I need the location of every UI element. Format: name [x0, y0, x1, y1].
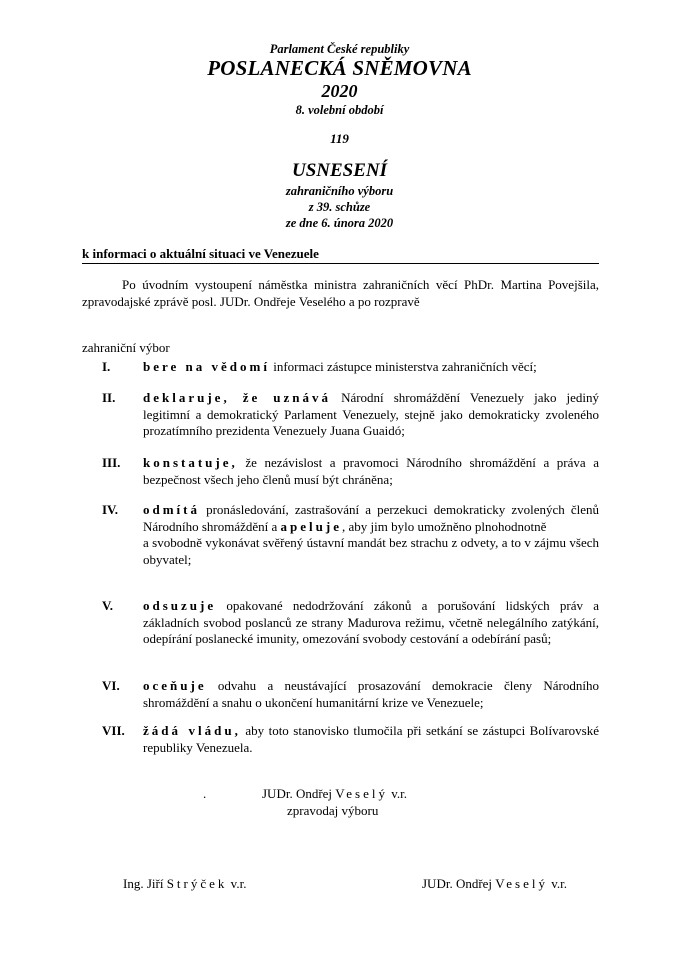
item-keyword: odmítá: [143, 502, 200, 517]
item-keyword: konstatuje,: [143, 455, 238, 470]
parliament-name: Parlament České republiky: [269, 42, 410, 56]
item-number: II.: [102, 390, 116, 405]
resolution-number: 119: [330, 131, 349, 146]
item-text-3: a svobodně vykonávat svěřený ústavní mandát bez strachu z odvety, a to v zájmu všech obyvatel;: [143, 535, 599, 567]
rapporteur-signature: [262, 786, 407, 802]
item-keyword: deklaruje, že uznává: [143, 390, 332, 405]
item-text: informaci zástupce ministerstva zahraničních věcí;: [269, 359, 537, 374]
item-text: aby toto stanovisko tlumočila při setkání se zástupci Bolívarovské republiky Venezuela.: [143, 723, 599, 755]
item-number: I.: [102, 359, 111, 374]
chair-prefix: Ing. Jiří: [123, 876, 167, 891]
intro-paragraph: Po úvodním vystoupení náměstka ministra zahraničních věcí PhDr. Martina Povejšila, zpravodajské zprávě posl. JUDr. Ondřeje Veselého a po rozpravě: [82, 277, 599, 309]
chair-surname: Strýček: [166, 876, 228, 891]
item-number: VI.: [102, 678, 120, 693]
item-text-2: , aby jim bylo umožněno plnohodnotně: [342, 518, 547, 534]
item-text: Národní shromáždění Venezuely jako jediný legitimní a demokratický Parlament Venezuely, stejně jako demokraticky zvoleného prozatímního prezidenta Venezuely Juana Guaidó;: [143, 390, 599, 438]
resolution-date: ze dne 6. února 2020: [285, 216, 394, 230]
rapporteur-role: zpravodaj výboru: [287, 803, 379, 818]
electoral-period: 8. volební období: [295, 103, 384, 117]
committee-label: zahraniční výbor: [82, 340, 170, 355]
session-number: z 39. schůze: [308, 200, 371, 214]
item-keyword: odsuzuje: [143, 598, 217, 613]
committee-name: zahraničního výboru: [285, 184, 394, 198]
resolution-item: [82, 598, 599, 648]
subject-heading: k informaci o aktuální situaci ve Venezuele: [82, 246, 599, 264]
item-text: pronásledování, zastrašování a perzekuci demokraticky zvolených členů Národního shromáždění a: [143, 502, 599, 534]
resolution-title: USNESENÍ: [291, 160, 388, 181]
item-keyword: bere na vědomí: [143, 359, 270, 374]
item-number: V.: [102, 598, 113, 613]
resolution-item: [82, 455, 599, 488]
resolution-item: [82, 723, 599, 756]
item-text: opakované nedodržování zákonů a porušování lidských práv a základních svobod poslanců ze strany Madurova režimu, včetně nelegálního zatýkání, odepírání poslanecké imunity, omezování svobody cestování a odebírání pasů;: [143, 598, 599, 646]
item-text: odvahu a neustávající prosazování demokracie členy Národního shromáždění a snahu o ukončení humanitární krize ve Venezuele;: [143, 678, 599, 710]
chair-suffix: v.r.: [227, 876, 247, 891]
rapporteur-prefix: JUDr. Ondřej: [262, 786, 336, 801]
chair-signature: [123, 876, 246, 892]
verifier-signature: [422, 876, 567, 892]
item-keyword: oceňuje: [143, 678, 207, 693]
resolution-item: [82, 359, 599, 376]
chamber-name: POSLANECKÁ SNĚMOVNA: [207, 56, 472, 80]
verifier-suffix: v.r.: [547, 876, 567, 891]
resolution-item: [82, 502, 599, 568]
item-keyword: žádá vládu,: [143, 723, 241, 738]
rapporteur-suffix: v.r.: [387, 786, 407, 801]
verifier-prefix: JUDr. Ondřej: [422, 876, 496, 891]
item-number: VII.: [102, 723, 125, 738]
item-number: IV.: [102, 502, 119, 517]
year: 2020: [321, 81, 358, 101]
item-keyword-2: apeluje: [280, 518, 342, 534]
item-number: III.: [102, 455, 121, 470]
signature-dot: .: [203, 786, 207, 801]
resolution-item: [82, 390, 599, 440]
item-text: že nezávislost a pravomoci Národního shromáždění a práva a bezpečnost všech jeho členů musí být chráněna;: [143, 455, 599, 487]
rapporteur-surname: Veselý: [335, 786, 388, 801]
resolution-item: [82, 678, 599, 711]
verifier-surname: Veselý: [495, 876, 548, 891]
